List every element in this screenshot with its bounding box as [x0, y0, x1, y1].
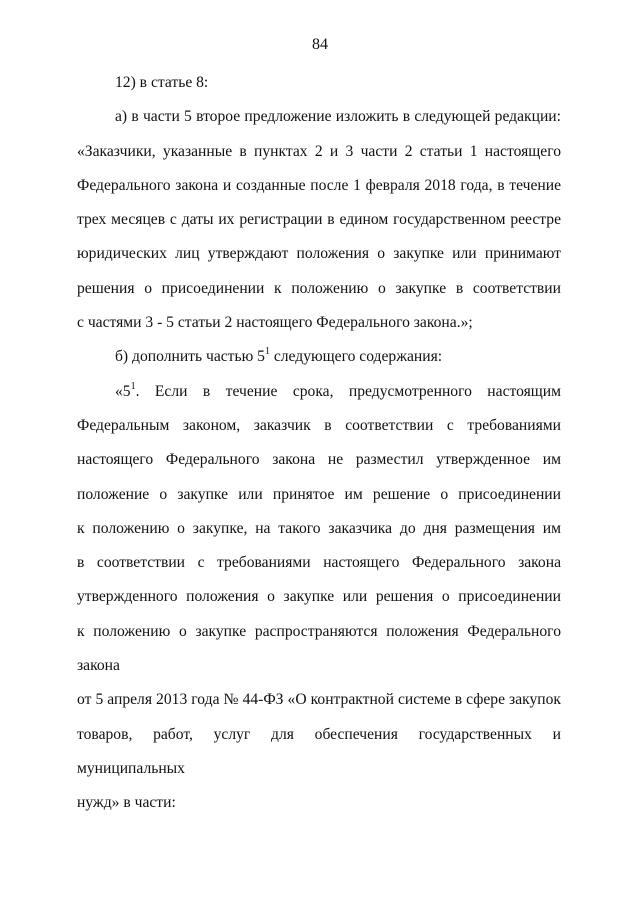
text-line: «Заказчики, указанные в пунктах 2 и 3 части 2 статьи 1 настоящего	[77, 142, 561, 160]
part-b-intro	[77, 340, 561, 374]
text-line: Федеральным законом, заказчик в соответствии с требованиями	[77, 416, 561, 434]
part-b-intro-text: б) дополнить частью 5	[115, 348, 265, 366]
part-a-intro: а) в части 5 второе предложение изложить в следующей редакции:	[115, 108, 561, 126]
text-line-first	[77, 375, 561, 409]
item-12-heading: 12) в статье 8:	[115, 74, 209, 91]
text-line: утвержденного положения о закупке или решения о присоединении	[77, 588, 561, 606]
quote-first-line-text: . Если в течение срока, предусмотренного настоящим	[135, 382, 561, 400]
text-line: юридических лиц утверждают положения о закупке или принимают	[77, 245, 561, 263]
text-line: трех месяцев с даты их регистрации в едином государственном реестре	[77, 211, 561, 229]
superscript: 1	[130, 380, 136, 392]
text-line: к положению о закупке, на такого заказчика до дня размещения им	[77, 519, 561, 537]
superscript: 1	[264, 346, 270, 358]
text-line: с частями 3 - 5 статьи 2 настоящего Федерального закона.»;	[77, 314, 473, 332]
part-b-intro-text-end: следующего содержания:	[269, 348, 443, 366]
text-line: нужд» в части:	[77, 794, 176, 812]
text-line: товаров, работ, услуг для обеспечения государственных и муниципальных	[77, 725, 561, 777]
text-line: Федерального закона и созданные после 1 февраля 2018 года, в течение	[77, 176, 561, 194]
part-b-quoted-text	[77, 375, 561, 821]
quote-start: «5	[115, 382, 131, 400]
page-number: 84	[312, 36, 328, 53]
document-body	[77, 66, 561, 821]
part-a-quoted-text	[77, 135, 561, 341]
text-line: от 5 апреля 2013 года № 44-ФЗ «О контрактной системе в сфере закупок	[77, 691, 561, 709]
text-line: решения о присоединении к положению о закупке в соответствии	[77, 279, 561, 297]
text-line: в соответствии с требованиями настоящего Федерального закона	[77, 554, 561, 572]
text-line: настоящего Федерального закона не разместил утвержденное им	[77, 451, 561, 469]
text-line: к положению о закупке распространяются положения Федерального закона	[77, 622, 561, 675]
text-line: положение о закупке или принятое им решение о присоединении	[77, 485, 561, 503]
